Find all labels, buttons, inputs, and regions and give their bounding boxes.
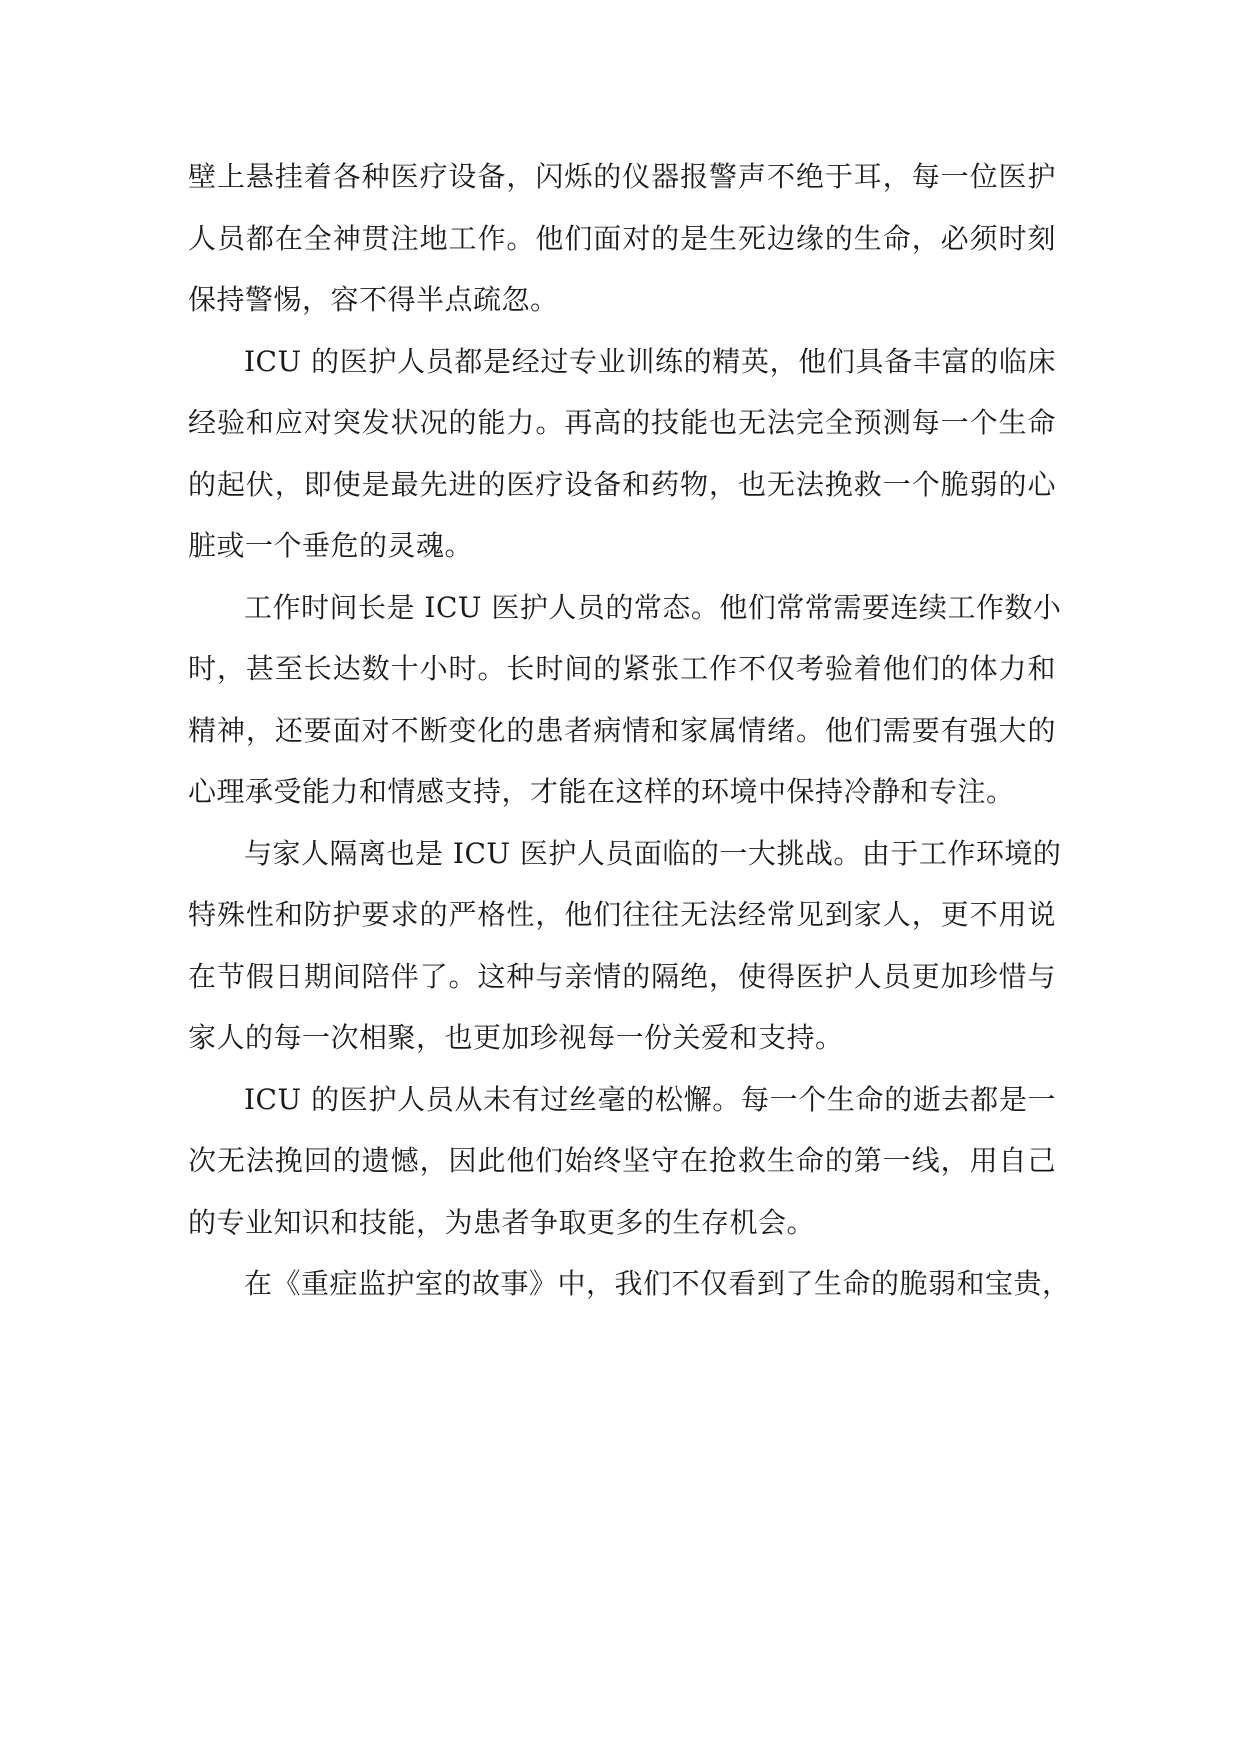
paragraph-1 — [188, 146, 1056, 331]
body-text — [188, 146, 1071, 1315]
text-line: 人员都在全神贯注地工作。他们面对的是生死边缘的生命，必须时刻 — [188, 221, 1056, 255]
paragraph-5 — [188, 1069, 1056, 1254]
text-line: 壁上悬挂着各种医疗设备，闪烁的仪器报警声不绝于耳，每一位医护 — [188, 160, 1056, 193]
text-line: 特殊性和防护要求的严格性，他们往往无法经常见到家人，更不用说 — [188, 898, 1056, 931]
paragraph-2 — [188, 331, 1056, 577]
paragraph-4 — [188, 823, 1062, 1069]
text-line: 心理承受能力和情感支持，才能在这样的环境中保持冷静和专注。 — [188, 775, 1015, 808]
text-line: 在《重症监护室的故事》中，我们不仅看到了生命的脆弱和宝贵， — [244, 1267, 1071, 1300]
text-line: 脏或一个垂危的灵魂。 — [188, 529, 474, 562]
text-line: 次无法挽回的遗憾，因此他们始终坚守在抢救生命的第一线，用自己 — [188, 1144, 1056, 1177]
text-line: 与家人隔离也是 ICU 医护人员面临的一大挑战。由于工作环境的 — [244, 836, 1062, 870]
text-line: 工作时间长是 ICU 医护人员的常态。他们常常需要连续工作数小 — [244, 590, 1062, 624]
text-line: 经验和应对突发状况的能力。再高的技能也无法完全预测每一个生命 — [188, 406, 1056, 439]
paragraph-6 — [188, 1253, 1071, 1315]
text-line: 精神，还要面对不断变化的患者病情和家属情绪。他们需要有强大的 — [188, 713, 1056, 747]
text-line: 的专业知识和技能，为患者争取更多的生存机会。 — [188, 1205, 816, 1239]
paragraph-3 — [188, 577, 1062, 823]
text-line: 家人的每一次相聚，也更加珍视每一份关爱和支持。 — [188, 1021, 844, 1054]
text-line: 保持警惕，容不得半点疏忽。 — [188, 283, 559, 316]
text-line: 的起伏，即使是最先进的医疗设备和药物，也无法挽救一个脆弱的心 — [188, 467, 1056, 501]
text-line: ICU 的医护人员都是经过专业训练的精英，他们具备丰富的临床 — [244, 344, 1056, 378]
text-line: ICU 的医护人员从未有过丝毫的松懈。每一个生命的逝去都是一 — [244, 1082, 1056, 1116]
text-line: 在节假日期间陪伴了。这种与亲情的隔绝，使得医护人员更加珍惜与 — [188, 959, 1056, 993]
text-line: 时，甚至长达数十小时。长时间的紧张工作不仅考验着他们的体力和 — [188, 652, 1056, 685]
